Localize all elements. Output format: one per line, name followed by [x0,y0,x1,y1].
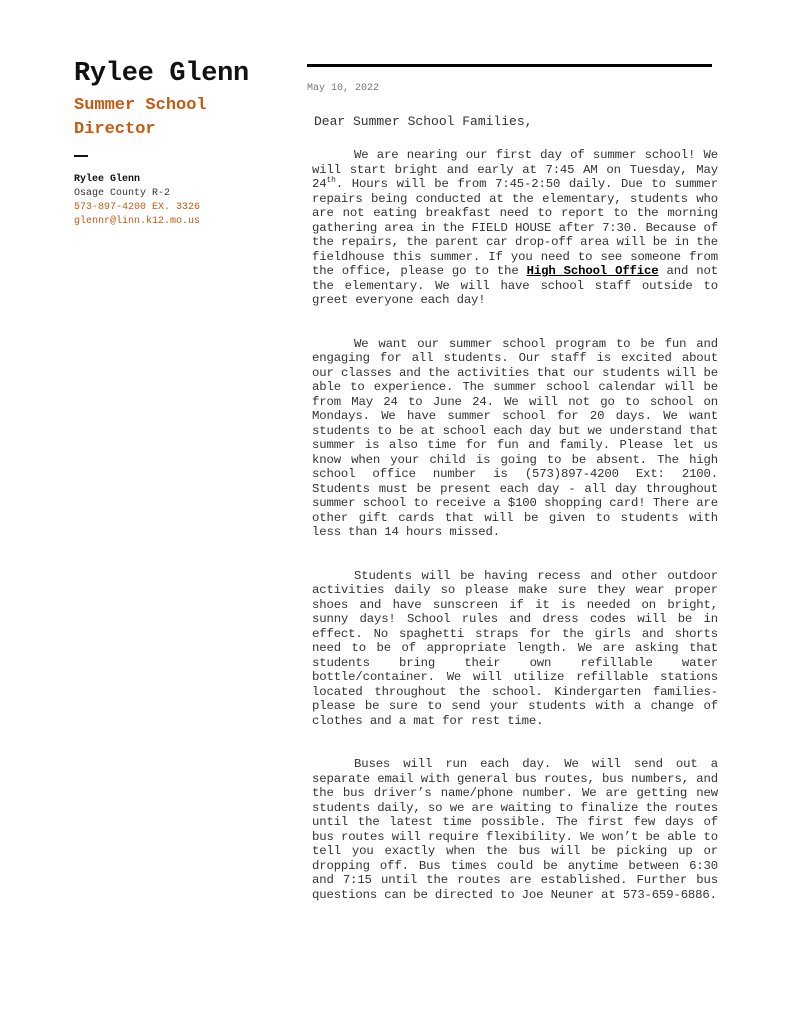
p1-sup: th [326,175,336,185]
letter-date: May 10, 2022 [307,83,380,94]
paragraph-program-info: We want our summer school program to be fun and engaging for all students. Our staff is excited about our classes and the activities that our students will be able to experience. The summer school calendar will be from May 24 to June 24. We will not go to school on Mondays. We have summer school for 20 days. We want students to be at school each day but we understand that summer is also time for fun and family. Please let us know when your child is going to be absent. The high school office number is (573)897-4200 Ext: 2100. Students must be present each day - all day throughout summer school to receive a $100 shopping card! There are other gift cards that will be given to students with less than 14 hours missed. [312,336,718,539]
author-title-line2: Director [74,120,156,139]
salutation: Dear Summer School Families, [314,114,533,129]
header-rule [307,64,712,67]
author-title [74,94,294,142]
high-school-office-link[interactable]: High School Office [526,264,659,278]
contact-phone: 573-897-4200 EX. 3326 [74,202,201,213]
contact-name: Rylee Glenn [74,174,141,185]
paragraph-activities-info: Students will be having recess and other outdoor activities daily so please make sure they wear proper shoes and have sunscreen if it is needed on bright, sunny days! School rules and dress codes will be in effect. No spaghetti straps for the girls and shorts need to be of appropriate length. We are asking that students bring their own refillable water bottle/container. We will utilize refillable stations located throughout the school. Kindergarten families- please be sure to send your students with a change of clothes and a mat for rest time. [312,568,718,728]
author-name: Rylee Glenn [74,59,249,89]
p1-text-c: and not the elementary. We will have school staff outside to greet everyone each day! [312,264,718,307]
divider-dash [74,155,88,157]
p1-text-b: . Hours will be from 7:45-2:50 daily. Due to summer repairs being conducted at the elementary, students who are not eating breakfast need to report to the morning gathering area in the FIELD HOUSE after 7:30. Because of the repairs, the parent car drop-off area will be in the fieldhouse this summer. If you need to see someone from the office, please go to the [312,177,718,278]
author-title-line1: Summer School [74,96,207,115]
contact-block [74,173,294,229]
paragraph-start-info [312,148,718,308]
letter-body [312,148,718,931]
paragraph-bus-info: Buses will run each day. We will send out a separate email with general bus routes, bus numbers, and the bus driver’s name/phone number. We are getting new students daily, so we are waiting to finalize the routes until the latest time possible. The first few days of bus routes will require flexibility. We won’t be able to tell you exactly when the bus will be picking up or dropping off. Bus times could be anytime between 6:30 and 7:15 until the routes are established. Further bus questions can be directed to Joe Neuner at 573-659-6886. [312,757,718,902]
p1-text-a: We are nearing our first day of summer school! We will start bright and early at 7:45 AM on Tuesday, May 24 [312,148,718,191]
sidebar [74,58,294,229]
contact-email: glennr@linn.k12.mo.us [74,216,201,227]
contact-org: Osage County R-2 [74,188,171,199]
